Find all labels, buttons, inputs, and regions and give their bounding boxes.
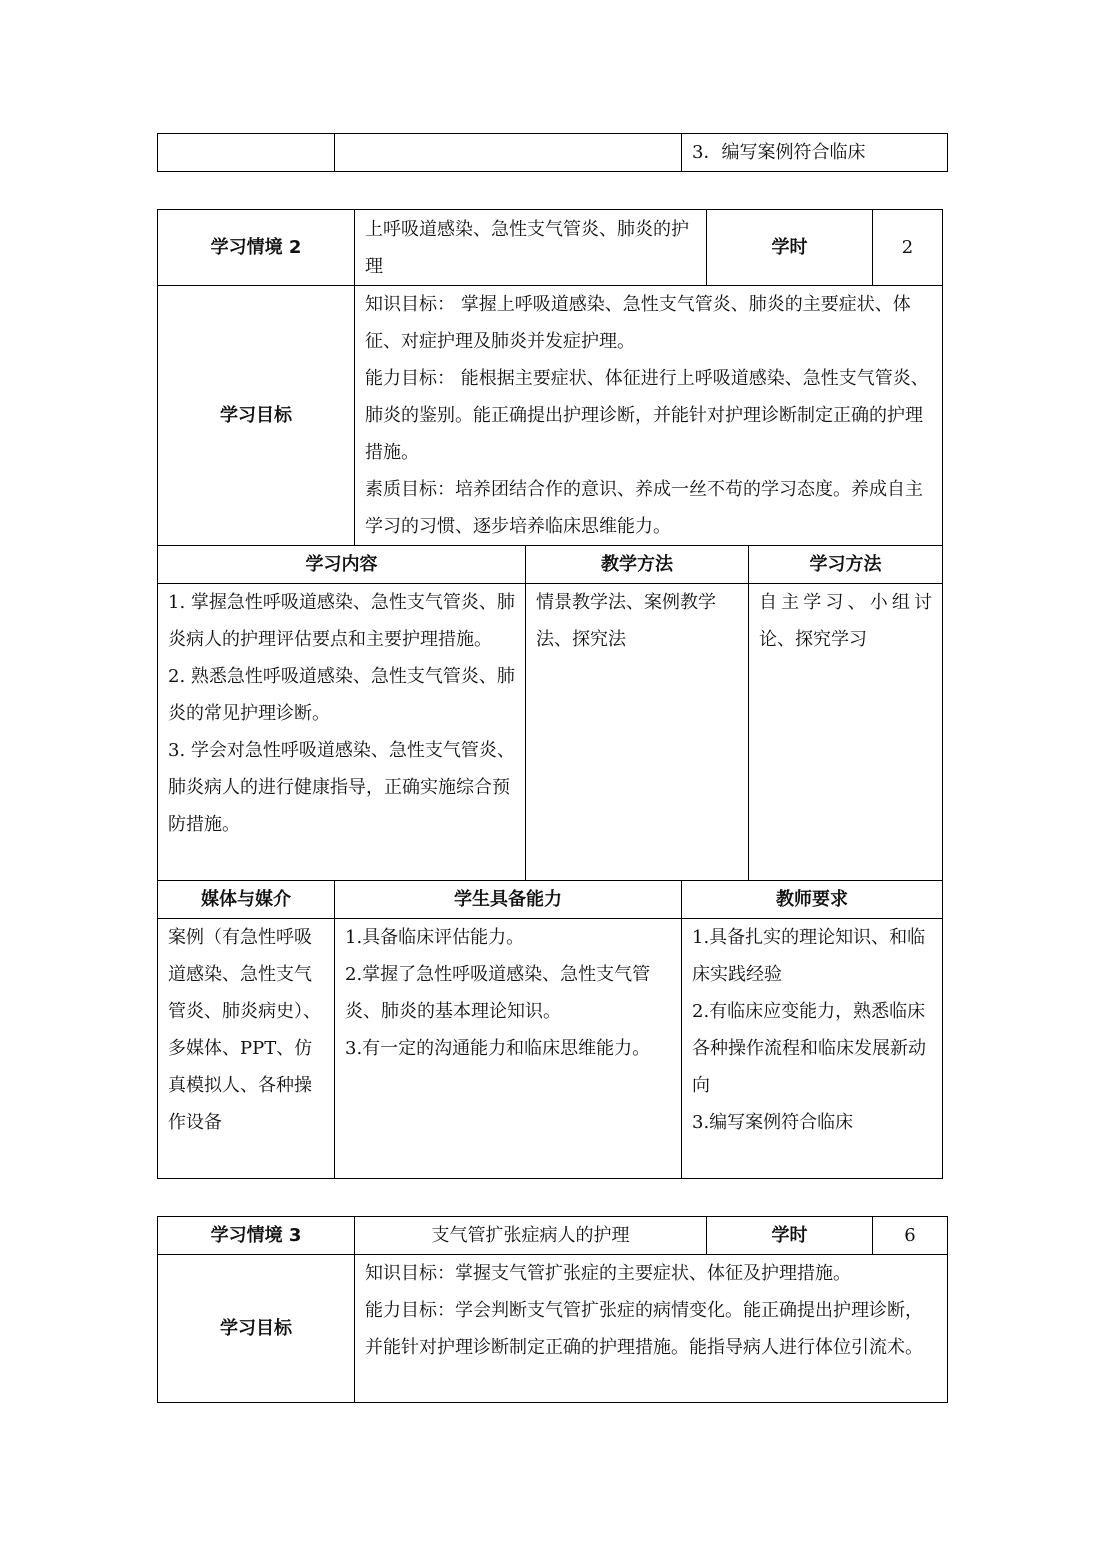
situation-label: 学习情境 3 xyxy=(158,1217,355,1255)
objectives-cell xyxy=(355,1255,948,1403)
hours-value: 6 xyxy=(873,1217,948,1255)
media-ability-table xyxy=(157,880,943,1179)
ability-item: 1.具备临床评估能力。 xyxy=(345,927,525,948)
ability-header: 学生具备能力 xyxy=(335,881,682,919)
objectives-label: 学习目标 xyxy=(158,1255,355,1403)
teacher-item: 1.具备扎实的理论知识、和临床实践经验 xyxy=(692,927,926,985)
knowledge-objective: 知识目标： 掌握上呼吸道感染、急性支气管炎、肺炎的主要症状、体征、对症护理及肺炎并发症护理。 xyxy=(365,294,911,352)
objectives-cell xyxy=(355,286,943,546)
learning-methods-cell: 自主学习、小组讨论、探究学习 xyxy=(749,584,943,881)
requirement-cell: 3．编写案例符合临床 xyxy=(682,134,948,172)
content-item: 2. 熟悉急性呼吸道感染、急性支气管炎、肺炎的常见护理诊断。 xyxy=(168,666,515,724)
teacher-item: 2.有临床应变能力，熟悉临床各种操作流程和临床发展新动向 xyxy=(692,1001,926,1096)
empty-cell xyxy=(335,134,682,172)
quality-objective: 素质目标：培养团结合作的意识、养成一丝不苟的学习态度。养成自主学习的习惯、逐步培养临床思维能力。 xyxy=(365,479,923,537)
hours-label: 学时 xyxy=(707,210,873,286)
situation-label: 学习情境 2 xyxy=(158,210,355,286)
content-methods-table xyxy=(157,545,943,881)
objectives-label: 学习目标 xyxy=(158,286,355,546)
teacher-cell xyxy=(682,919,943,1179)
situation-title: 上呼吸道感染、急性支气管炎、肺炎的护理 xyxy=(355,210,707,286)
media-header: 媒体与媒介 xyxy=(158,881,335,919)
teaching-methods-cell: 情景教学法、案例教学法、探究法 xyxy=(526,584,749,881)
top-continuation-table xyxy=(157,133,948,172)
teaching-header: 教学方法 xyxy=(526,546,749,584)
situation3-table xyxy=(157,1216,948,1403)
hours-label: 学时 xyxy=(707,1217,873,1255)
ability-objective: 能力目标：学会判断支气管扩张症的病情变化。能正确提出护理诊断，并能针对护理诊断制定正确的护理措施。能指导病人进行体位引流术。 xyxy=(365,1300,923,1358)
knowledge-objective: 知识目标：掌握支气管扩张症的主要症状、体征及护理措施。 xyxy=(365,1263,851,1284)
content-cell xyxy=(158,584,526,881)
ability-item: 2.掌握了急性呼吸道感染、急性支气管炎、肺炎的基本理论知识。 xyxy=(345,964,651,1022)
content-item: 1. 掌握急性呼吸道感染、急性支气管炎、肺炎病人的护理评估要点和主要护理措施。 xyxy=(168,592,515,650)
empty-cell xyxy=(158,134,335,172)
teacher-item: 3.编写案例符合临床 xyxy=(692,1112,854,1133)
situation-title: 支气管扩张症病人的护理 xyxy=(355,1217,707,1255)
teacher-header: 教师要求 xyxy=(682,881,943,919)
content-header: 学习内容 xyxy=(158,546,526,584)
ability-item: 3.有一定的沟通能力和临床思维能力。 xyxy=(345,1038,651,1059)
abilities-cell xyxy=(335,919,682,1179)
situation2-header-table xyxy=(157,209,943,546)
media-cell: 案例（有急性呼吸道感染、急性支气管炎、肺炎病史）、多媒体、PPT、仿真模拟人、各种操作设备 xyxy=(158,919,335,1179)
content-item: 3. 学会对急性呼吸道感染、急性支气管炎、肺炎病人的进行健康指导，正确实施综合预防措施。 xyxy=(168,740,515,835)
hours-value: 2 xyxy=(873,210,943,286)
learning-header: 学习方法 xyxy=(749,546,943,584)
ability-objective: 能力目标： 能根据主要症状、体征进行上呼吸道感染、急性支气管炎、肺炎的鉴别。能正确提出护理诊断，并能针对护理诊断制定正确的护理措施。 xyxy=(365,368,929,463)
